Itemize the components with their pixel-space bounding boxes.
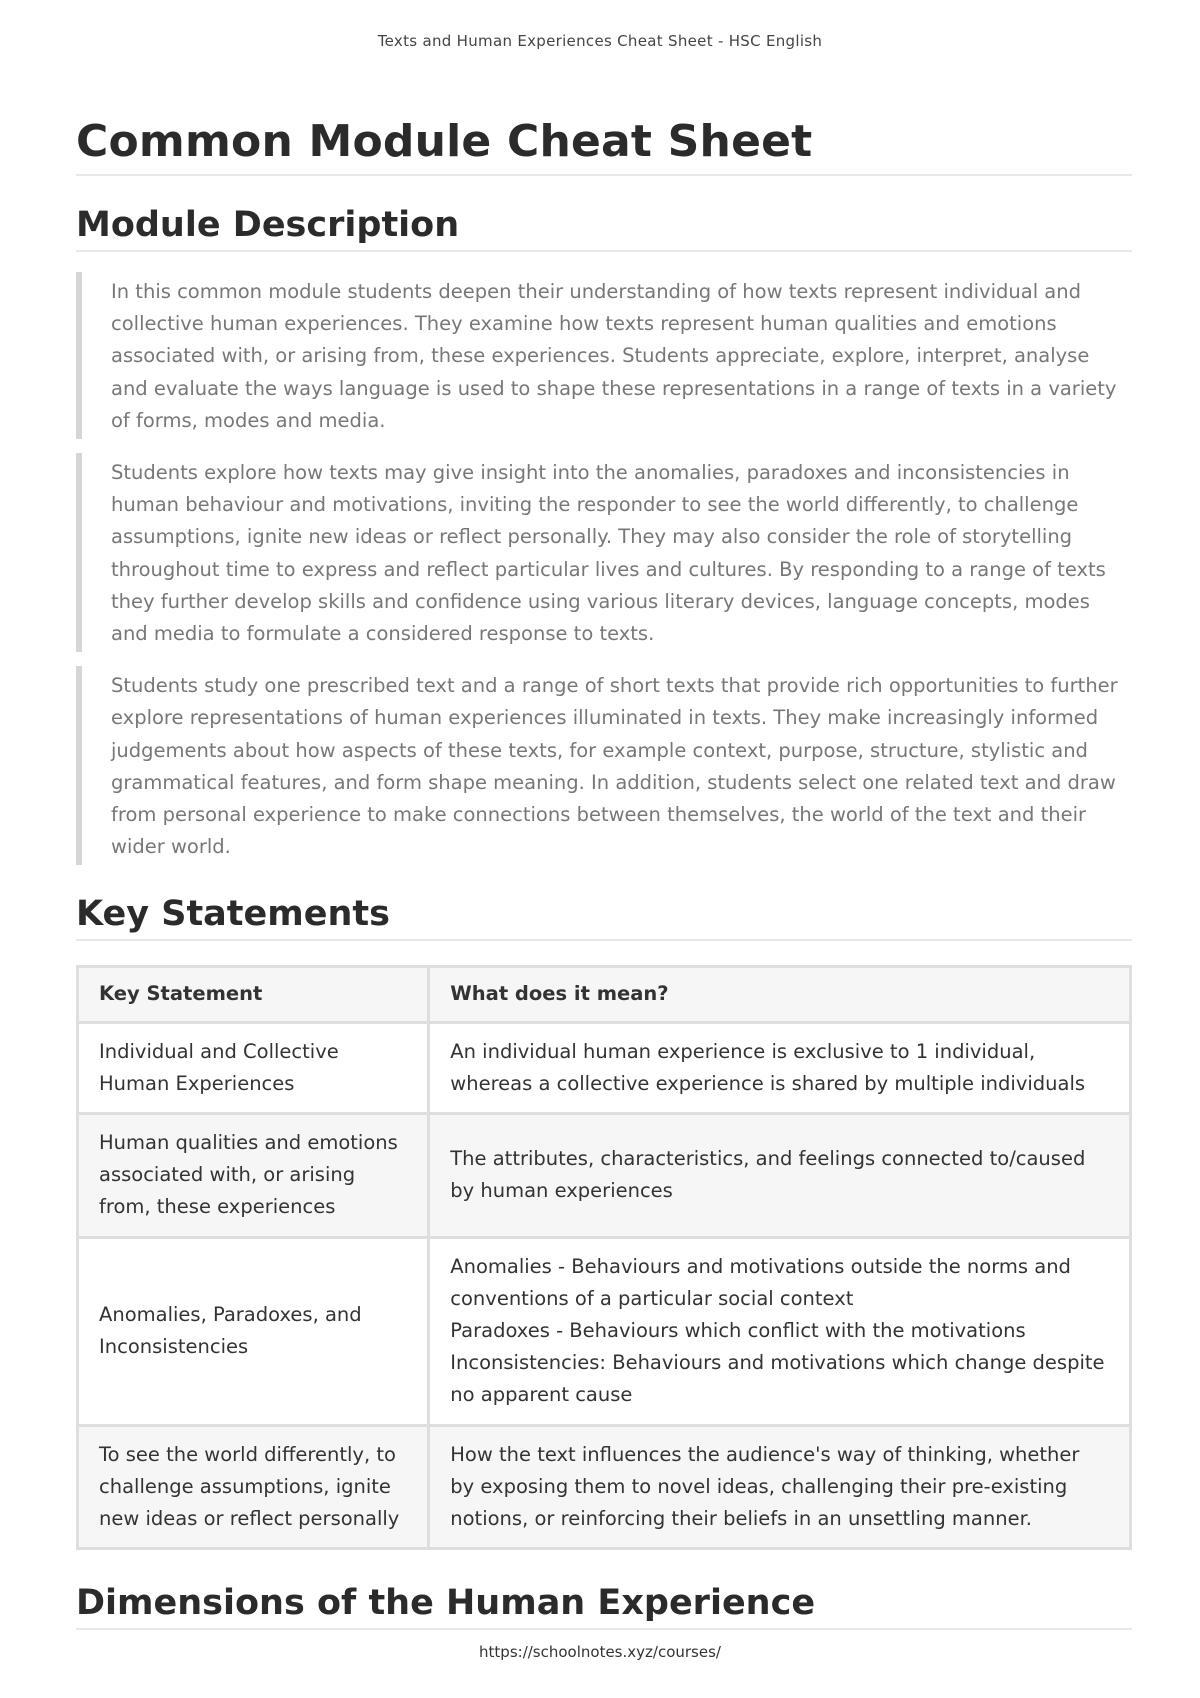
- table-row: [78, 1237, 1131, 1425]
- meaning-cell: [429, 1237, 1131, 1425]
- meaning-cell: [429, 1114, 1131, 1238]
- meaning-line-anomalies: Anomalies - Behaviours and motivations outside the norms and conventions of a particular social context: [450, 1254, 1071, 1310]
- key-statement-cell: Individual and Collective Human Experiences: [78, 1022, 429, 1113]
- document-body: [76, 112, 1132, 1630]
- meaning-line: How the text influences the audience's way of thinking, whether by exposing them to novel ideas, challenging their pre-existing notions, or reinforcing their beliefs in an unsettling manner.: [450, 1442, 1080, 1531]
- footer-url[interactable]: https://schoolnotes.xyz/courses/: [479, 1643, 721, 1661]
- key-statement-cell: To see the world differently, to challenge assumptions, ignite new ideas or reflect personally: [78, 1425, 429, 1549]
- meaning-line: The attributes, characteristics, and feelings connected to/caused by human experiences: [450, 1147, 1086, 1203]
- table-header-row: [78, 967, 1131, 1022]
- running-header: Texts and Human Experiences Cheat Sheet - HSC English: [377, 32, 823, 50]
- description-paragraph: Students explore how texts may give insight into the anomalies, paradoxes and inconsistencies in human behaviour and motivations, inviting the responder to see the world differently, to challenge assumptions, ignite new ideas or reflect personally. They may also consider the role of storytelling throughout time to express and reflect particular lives and cultures. By responding to a range of texts they further develop skills and confidence using various literary devices, language concepts, modes and media to formulate a considered response to texts.: [76, 453, 1132, 652]
- description-paragraph: Students study one prescribed text and a range of short texts that provide rich opportunities to further explore representations of human experiences illuminated in texts. They make increasingly informed judgements about how aspects of these texts, for example context, purpose, structure, stylistic and grammatical features, and form shape meaning. In addition, students select one related text and draw from personal experience to make connections between themselves, the world of the text and their wider world.: [76, 666, 1132, 865]
- key-statement-cell: Anomalies, Paradoxes, and Inconsistencies: [78, 1237, 429, 1425]
- page-title: Common Module Cheat Sheet: [76, 112, 1132, 176]
- key-statements-heading: Key Statements: [76, 891, 1132, 941]
- dimensions-heading: Dimensions of the Human Experience: [76, 1580, 1132, 1630]
- key-statement-cell: Human qualities and emotions associated with, or arising from, these experiences: [78, 1114, 429, 1238]
- column-header-meaning: What does it mean?: [429, 967, 1131, 1022]
- module-description-quotes: [76, 272, 1132, 865]
- table-row: [78, 1114, 1131, 1238]
- description-paragraph: In this common module students deepen their understanding of how texts represent individual and collective human experiences. They examine how texts represent human qualities and emotions associated with, or arising from, these experiences. Students appreciate, explore, interpret, analyse and evaluate the ways language is used to shape these representations in a range of texts in a variety of forms, modes and media.: [76, 272, 1132, 439]
- column-header-key-statement: Key Statement: [78, 967, 429, 1022]
- meaning-line-inconsistencies: Inconsistencies: Behaviours and motivations which change despite no apparent cause: [450, 1351, 1105, 1407]
- meaning-line: An individual human experience is exclusive to 1 individual, whereas a collective experience is shared by multiple individuals: [450, 1039, 1086, 1095]
- module-description-heading: Module Description: [76, 202, 1132, 252]
- meaning-cell: [429, 1022, 1131, 1113]
- meaning-line-paradoxes: Paradoxes - Behaviours which conflict with the motivations: [450, 1319, 1026, 1343]
- table-row: [78, 1425, 1131, 1549]
- table-row: [78, 1022, 1131, 1113]
- key-statements-table: [76, 965, 1132, 1550]
- meaning-cell: [429, 1425, 1131, 1549]
